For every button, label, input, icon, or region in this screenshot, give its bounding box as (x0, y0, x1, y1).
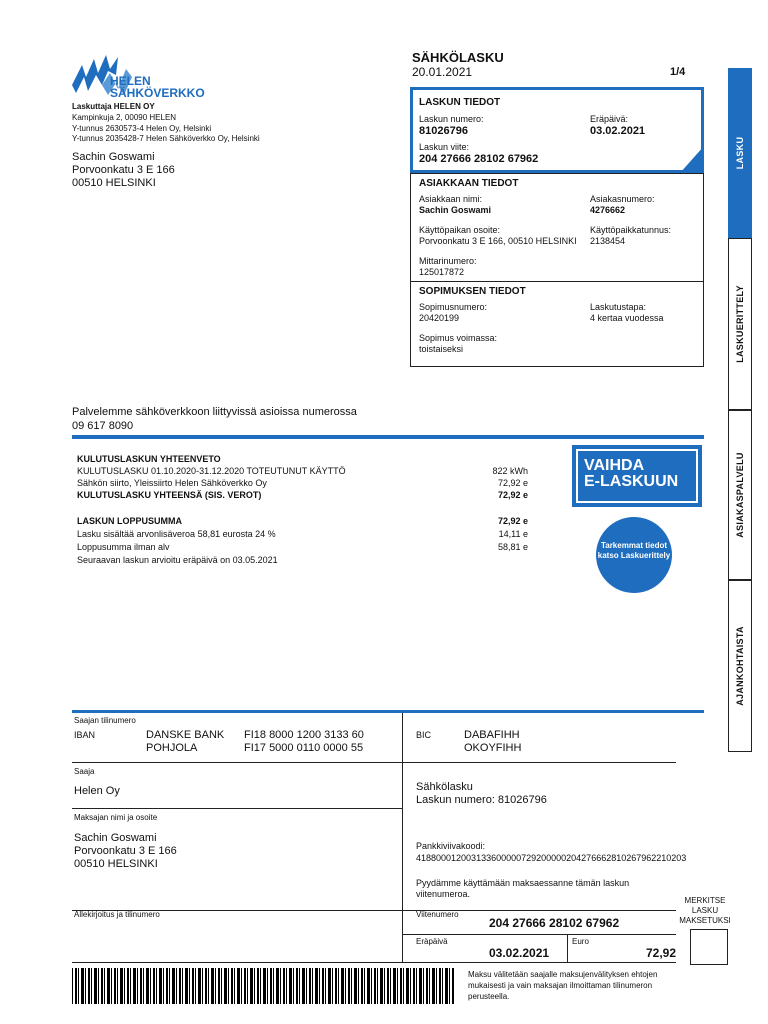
payer-name: Sachin Goswami (74, 832, 157, 844)
summary-row2-value: 72,92 e (497, 478, 528, 488)
blue-divider (72, 435, 704, 439)
novat-label: Loppusumma ilman alv (77, 542, 170, 552)
reference-label: Laskun viite: (419, 142, 470, 152)
customer-name-label: Asiakkaan nimi: (419, 194, 483, 204)
giro-info1: Sähkölasku (416, 781, 473, 793)
circle-line1: Tarkemmat tiedot (600, 541, 668, 550)
tab-lasku-label: LASKU (735, 136, 745, 170)
customer-number-label: Asiakasnumero: (590, 194, 655, 204)
total-value: 72,92 e (497, 516, 528, 526)
note-line3: perusteella. (468, 992, 510, 1001)
saajan-tilinumero-label: Saajan tilinumero (74, 716, 136, 725)
sopimuksen-tiedot-heading: SOPIMUKSEN TIEDOT (419, 286, 526, 297)
tab-asiakaspalvelu-label: ASIAKASPALVELU (735, 452, 745, 538)
biller-title: Laskuttaja HELEN OY (72, 102, 155, 111)
signature-label: Allekirjoitus ja tilinumero (74, 910, 160, 919)
request-line1: Pyydämme käyttämään maksaessanne tämän laskun (416, 878, 630, 888)
contract-number: 20420199 (419, 313, 460, 323)
giro-hline-2 (72, 808, 402, 809)
giro-vline-euro (567, 934, 568, 962)
saaja-label: Saaja (74, 767, 95, 776)
bank1-iban: FI18 8000 1200 3133 60 (244, 729, 364, 741)
giro-vline-top (402, 713, 403, 762)
summary-row3-label: KULUTUSLASKU YHTEENSÄ (SIS. VEROT) (77, 490, 262, 500)
promo-line1: VAIHDA (584, 457, 645, 474)
giro-hline-1 (72, 762, 676, 763)
recipient-name: Sachin Goswami (72, 151, 155, 163)
logo-line1: HELEN (110, 74, 151, 88)
recipient-street: Porvoonkatu 3 E 166 (72, 164, 175, 176)
details-circle[interactable] (596, 517, 672, 593)
invoice-page: 1/4 (670, 66, 686, 78)
mark-line3: MAKSETUKSI (679, 916, 731, 925)
contract-valid: toistaiseksi (419, 344, 464, 354)
barcode-number: 418800012003133600000729200000204276662810267962210203 (416, 853, 687, 863)
total-label: LASKUN LOPPUSUMMA (77, 516, 182, 526)
due-date-label: Eräpäivä: (590, 114, 629, 124)
giro-info2: Laskun numero: 81026796 (416, 794, 547, 806)
bank2-name: POHJOLA (146, 742, 198, 754)
barcode-icon (72, 968, 454, 1004)
e-invoice-promo[interactable] (572, 445, 702, 507)
customer-name: Sachin Goswami (419, 205, 492, 215)
erapaiva-label: Eräpäivä (416, 937, 448, 946)
due-date: 03.02.2021 (590, 125, 646, 137)
recipient-city: 00510 HELSINKI (72, 177, 156, 189)
mark-line2: LASKU (691, 906, 719, 915)
giro-top-border (72, 710, 704, 713)
novat-value: 58,81 e (497, 542, 528, 552)
invoice-date: 20.01.2021 (412, 65, 473, 79)
mark-paid-checkbox[interactable] (690, 929, 728, 965)
billing-method-label: Laskutustapa: (590, 302, 647, 312)
summary-heading: KULUTUSLASKUN YHTEENVETO (77, 454, 221, 464)
asiakkaan-tiedot-heading: ASIAKKAAN TIEDOT (419, 178, 519, 189)
circle-line2: katso Laskuerittely (597, 551, 671, 560)
tab-laskuerittely-label: LASKUERITTELY (735, 285, 745, 363)
giro-vline-mid (402, 762, 403, 962)
divider (410, 281, 704, 282)
tab-laskuerittely[interactable] (728, 238, 752, 410)
euro-label: Euro (572, 937, 589, 946)
promo-line2: E-LASKUUN (584, 473, 679, 490)
customer-number: 4276662 (590, 205, 626, 215)
erapaiva-value: 03.02.2021 (489, 946, 550, 960)
bic-label: BIC (416, 730, 432, 740)
laskun-tiedot-heading: LASKUN TIEDOT (419, 97, 501, 108)
biller-ytunnus2: Y-tunnus 2035428-7 Helen Sähköverkko Oy, Helsinki (72, 134, 260, 143)
contract-valid-label: Sopimus voimassa: (419, 333, 498, 343)
bank1-name: DANSKE BANK (146, 729, 225, 741)
bic2: OKOYFIHH (464, 742, 522, 754)
giro-hline-5 (72, 962, 676, 963)
invoice-number-label: Laskun numero: (419, 114, 484, 124)
biller-address: Kampinkuja 2, 00090 HELEN (72, 113, 177, 122)
payer-street: Porvoonkatu 3 E 166 (74, 845, 177, 857)
service-phone: 09 617 8090 (72, 420, 134, 432)
site-address: Porvoonkatu 3 E 166, 00510 HELSINKI (419, 236, 577, 246)
summary-row3-value: 72,92 e (497, 490, 528, 500)
payer-city: 00510 HELSINKI (74, 858, 158, 870)
tab-ajankohtaista-label: AJANKOHTAISTA (735, 626, 745, 706)
invoice-title: SÄHKÖLASKU (412, 50, 504, 65)
box-corner-icon (680, 146, 704, 173)
invoice-number: 81026796 (419, 125, 468, 137)
barcode-label: Pankkiviivakoodi: (416, 841, 486, 851)
iban-label: IBAN (74, 730, 96, 740)
vat-label: Lasku sisältää arvonlisäveroa 58,81 eurosta 24 % (77, 529, 276, 539)
biller-ytunnus1: Y-tunnus 2630573-4 Helen Oy, Helsinki (72, 124, 212, 133)
note-line2: mukaisesti ja vain maksajan ilmoittaman tilinumeron (468, 981, 653, 990)
next-due-text: Seuraavan laskun arvioitu eräpäivä on 03.05.2021 (77, 555, 278, 565)
reference-number: 204 27666 28102 67962 (419, 153, 539, 165)
logo-line2: SÄHKÖVERKKO (110, 86, 205, 100)
site-address-label: Käyttöpaikan osoite: (419, 225, 501, 235)
meter-label: Mittarinumero: (419, 256, 477, 266)
meter-number: 125017872 (419, 267, 465, 277)
service-text: Palvelemme sähköverkkoon liittyvissä asioissa numerossa (72, 406, 357, 418)
tab-lasku[interactable] (728, 68, 752, 238)
billing-method: 4 kertaa vuodessa (590, 313, 664, 323)
giro-hline-3 (72, 910, 676, 911)
site-id-label: Käyttöpaikkatunnus: (590, 225, 672, 235)
vat-value: 14,11 e (498, 529, 528, 539)
saaja-name: Helen Oy (74, 785, 120, 797)
note-line1: Maksu välitetään saajalle maksujenvälityksen ehtojen (468, 970, 658, 979)
contract-number-label: Sopimusnumero: (419, 302, 488, 312)
giro-hline-4 (402, 934, 676, 935)
mark-line1: MERKITSE (684, 896, 726, 905)
euro-value: 72,92 (645, 946, 676, 960)
site-id: 2138454 (590, 236, 626, 246)
tab-asiakaspalvelu[interactable] (728, 410, 752, 580)
bank2-iban: FI17 5000 0110 0000 55 (244, 742, 364, 754)
maksaja-label: Maksajan nimi ja osoite (74, 813, 158, 822)
request-line2: viitenumeroa. (416, 889, 471, 899)
bic1: DABAFIHH (464, 729, 520, 741)
summary-row1-label: KULUTUSLASKU 01.10.2020-31.12.2020 TOTEUTUNUT KÄYTTÖ (77, 466, 346, 476)
summary-row2-label: Sähkön siirto, Yleissiirto Helen Sähköverkko Oy (77, 478, 267, 488)
viitenumero: 204 27666 28102 67962 (489, 916, 620, 930)
summary-row1-value: 822 kWh (492, 466, 528, 476)
tab-ajankohtaista[interactable] (728, 580, 752, 752)
viitenumero-label: Viitenumero (416, 910, 459, 919)
